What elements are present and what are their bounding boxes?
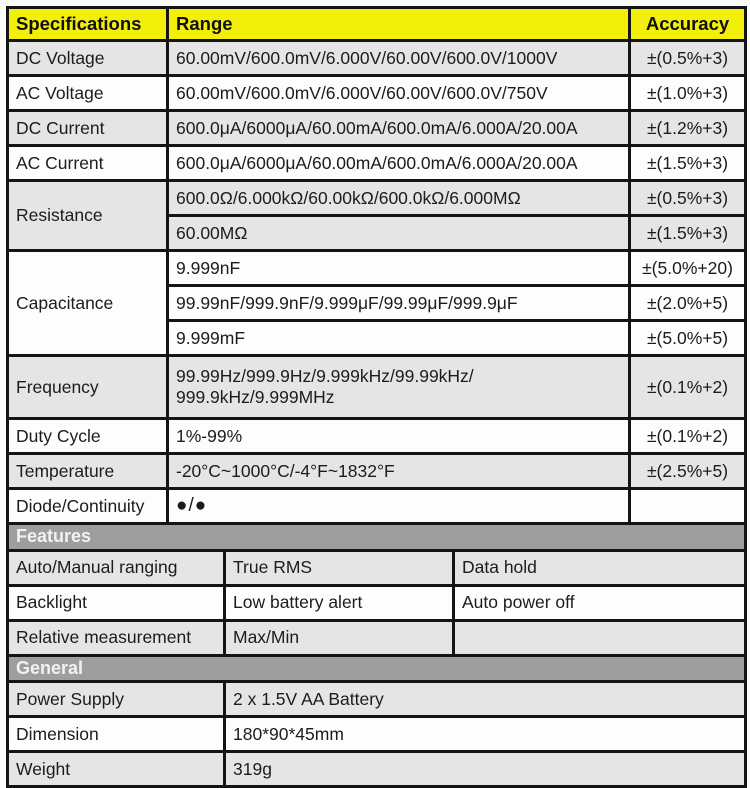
row-dc-current	[8, 111, 746, 146]
spec-label: Temperature	[8, 454, 168, 489]
accuracy-value: ±(5.0%+20)	[630, 251, 746, 286]
range-value: 60.00MΩ	[168, 216, 630, 251]
range-value: -20°C~1000°C/-4°F~1832°F	[168, 454, 630, 489]
row-ac-voltage	[8, 76, 746, 111]
feature-item: Relative measurement	[8, 620, 225, 655]
accuracy-value: ±(1.2%+3)	[630, 111, 746, 146]
diode-continuity-icons: ●/●	[168, 489, 630, 524]
features-row-3	[8, 620, 746, 655]
range-value: 600.0Ω/6.000kΩ/60.00kΩ/600.0kΩ/6.000MΩ	[168, 181, 630, 216]
range-value: 600.0μA/6000μA/60.00mA/600.0mA/6.000A/20.00A	[168, 146, 630, 181]
features-row-2	[8, 585, 746, 620]
header-accuracy: Accuracy	[630, 8, 746, 41]
accuracy-value: ±(2.0%+5)	[630, 286, 746, 321]
range-value: 60.00mV/600.0mV/6.000V/60.00V/600.0V/750V	[168, 76, 630, 111]
accuracy-value: ±(0.1%+2)	[630, 356, 746, 419]
accuracy-value: ±(1.5%+3)	[630, 146, 746, 181]
features-section-header	[8, 524, 746, 551]
range-value: 9.999nF	[168, 251, 630, 286]
general-value: 2 x 1.5V AA Battery	[225, 682, 746, 717]
spec-label: Resistance	[8, 181, 168, 251]
spec-label: DC Current	[8, 111, 168, 146]
accuracy-value: ±(5.0%+5)	[630, 321, 746, 356]
row-frequency	[8, 356, 746, 419]
row-duty-cycle	[8, 419, 746, 454]
accuracy-value: ±(1.5%+3)	[630, 216, 746, 251]
feature-item	[454, 620, 746, 655]
feature-item: Auto power off	[454, 585, 746, 620]
spec-label: Capacitance	[8, 251, 168, 356]
general-label: Dimension	[8, 717, 225, 752]
feature-item: Low battery alert	[225, 585, 454, 620]
range-value: 9.999mF	[168, 321, 630, 356]
range-value: 1%-99%	[168, 419, 630, 454]
feature-item: Max/Min	[225, 620, 454, 655]
feature-item: Auto/Manual ranging	[8, 550, 225, 585]
accuracy-value: ±(0.1%+2)	[630, 419, 746, 454]
general-row-weight	[8, 752, 746, 787]
feature-item: True RMS	[225, 550, 454, 585]
row-capacitance-1	[8, 251, 746, 286]
general-row-power-supply	[8, 682, 746, 717]
frequency-range-line2: 999.9kHz/9.999MHz	[176, 387, 335, 407]
table-header-row	[8, 8, 746, 41]
accuracy-value: ±(2.5%+5)	[630, 454, 746, 489]
features-row-1	[8, 550, 746, 585]
spec-label: DC Voltage	[8, 41, 168, 76]
row-temperature	[8, 454, 746, 489]
general-title: General	[8, 655, 746, 682]
general-label: Weight	[8, 752, 225, 787]
accuracy-value: ±(1.0%+3)	[630, 76, 746, 111]
accuracy-value	[630, 489, 746, 524]
accuracy-value: ±(0.5%+3)	[630, 41, 746, 76]
features-title: Features	[8, 524, 746, 551]
feature-item: Backlight	[8, 585, 225, 620]
general-row-dimension	[8, 717, 746, 752]
header-specifications: Specifications	[8, 8, 168, 41]
general-section-header	[8, 655, 746, 682]
range-value	[168, 356, 630, 419]
spec-label: Frequency	[8, 356, 168, 419]
range-value: 60.00mV/600.0mV/6.000V/60.00V/600.0V/1000V	[168, 41, 630, 76]
frequency-range-line1: 99.99Hz/999.9Hz/9.999kHz/99.99kHz/	[176, 366, 474, 386]
general-value: 180*90*45mm	[225, 717, 746, 752]
header-range: Range	[168, 8, 630, 41]
range-value: 99.99nF/999.9nF/9.999μF/99.99μF/999.9μF	[168, 286, 630, 321]
feature-item: Data hold	[454, 550, 746, 585]
row-ac-current	[8, 146, 746, 181]
accuracy-value: ±(0.5%+3)	[630, 181, 746, 216]
row-diode-continuity	[8, 489, 746, 524]
row-dc-voltage	[8, 41, 746, 76]
spec-label: Duty Cycle	[8, 419, 168, 454]
general-value: 319g	[225, 752, 746, 787]
spec-label: AC Voltage	[8, 76, 168, 111]
specification-table	[6, 6, 747, 788]
spec-label: AC Current	[8, 146, 168, 181]
range-value: 600.0μA/6000μA/60.00mA/600.0mA/6.000A/20.00A	[168, 111, 630, 146]
general-label: Power Supply	[8, 682, 225, 717]
row-resistance-1	[8, 181, 746, 216]
spec-label: Diode/Continuity	[8, 489, 168, 524]
